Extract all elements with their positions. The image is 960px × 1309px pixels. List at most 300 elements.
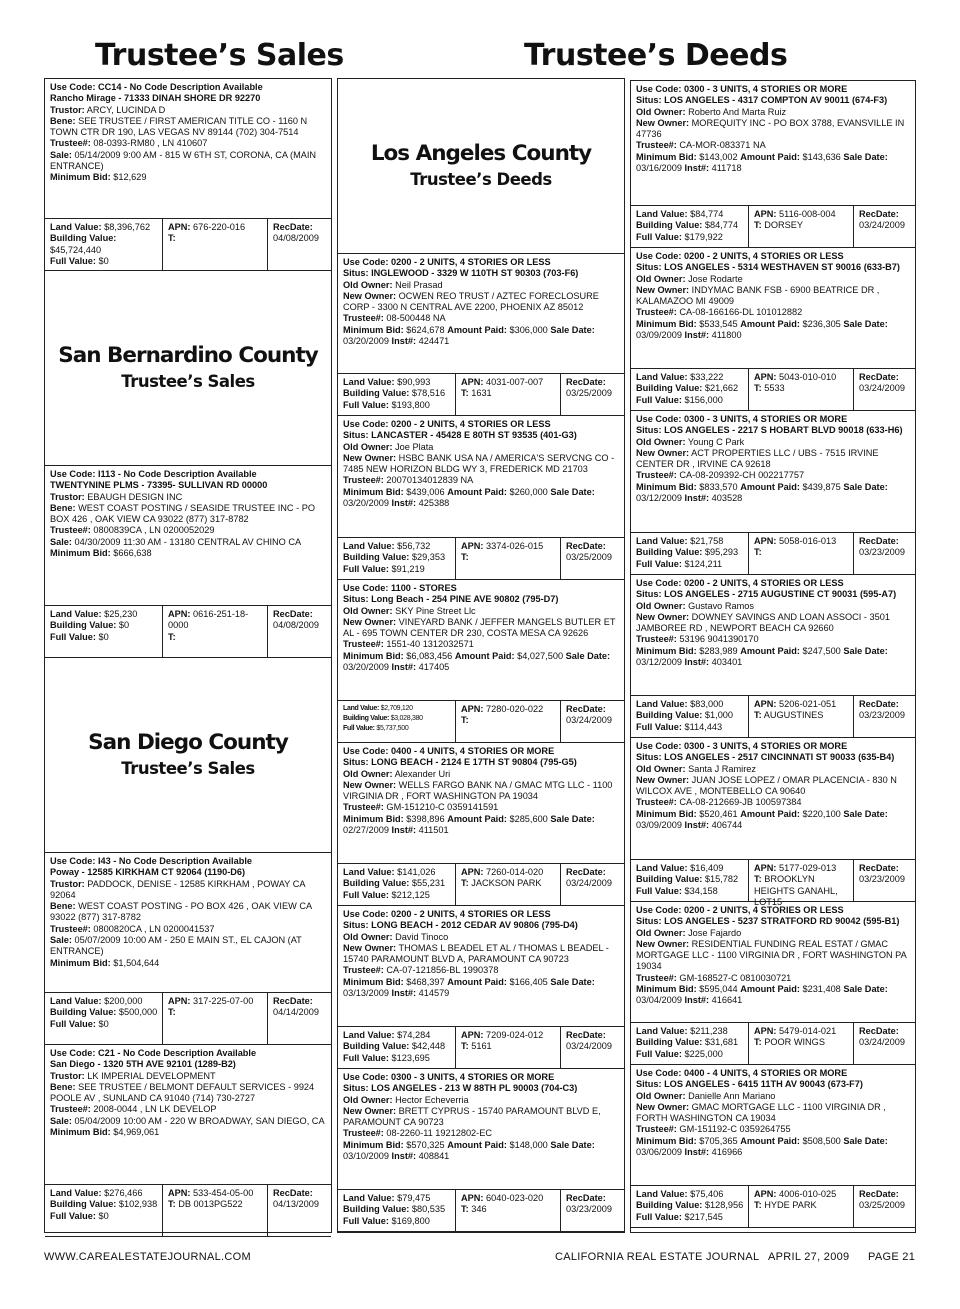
full-value-label: Full Value: bbox=[343, 1215, 389, 1226]
sale-date-label: Sale Date: bbox=[843, 645, 888, 656]
listing-line bbox=[50, 525, 326, 536]
recdate-label: RecDate: bbox=[859, 536, 899, 546]
building-value: $42,448 bbox=[411, 1041, 446, 1052]
listing-line bbox=[343, 453, 619, 476]
listing-line bbox=[50, 1059, 326, 1070]
situs: Situs: LOS ANGELES - 5237 STRATFORD RD 90042 (595-B1) bbox=[636, 916, 900, 927]
listing-line bbox=[636, 764, 910, 775]
use-code: Use Code: 0200 - 2 UNITS, 4 STORIES OR LESS bbox=[343, 909, 551, 919]
listing-line bbox=[636, 251, 910, 262]
values-row bbox=[45, 1185, 331, 1237]
building-value-label: Building Value: bbox=[636, 547, 703, 558]
amount-paid-label: Amount Paid: bbox=[740, 318, 800, 329]
values-cell bbox=[45, 606, 163, 657]
apn: 3374-026-015 bbox=[486, 541, 544, 551]
minimum-bid: $595,044 bbox=[699, 984, 738, 995]
apn-label: APN: bbox=[168, 1188, 191, 1198]
listing-line bbox=[343, 977, 619, 1000]
building-value: $3,028,380 bbox=[390, 715, 423, 722]
new-owner: ACT PROPERTIES LLC / UBS - 7515 IRVINE CENTER DR , IRVINE CA 92618 bbox=[636, 447, 879, 470]
land-value: $8,396,762 bbox=[104, 222, 151, 232]
land-value-label: Land Value: bbox=[636, 699, 688, 709]
land-value: $79,475 bbox=[397, 1193, 431, 1203]
t-value: 1631 bbox=[471, 388, 492, 399]
trustee-number: GM-151192-C 0359264755 bbox=[679, 1124, 791, 1135]
sale-date: 03/12/2009 bbox=[636, 657, 682, 668]
apn-label: APN: bbox=[168, 222, 191, 232]
apn-label: APN: bbox=[461, 377, 484, 387]
listing-line bbox=[636, 797, 910, 808]
sale-date: 03/20/2009 bbox=[343, 662, 389, 673]
sale-info: 05/07/2009 10:00 AM - 250 E MAIN ST., EL CAJON (AT ENTRANCE) bbox=[50, 935, 302, 957]
listing-line bbox=[343, 257, 619, 268]
inst-number: 408841 bbox=[418, 1151, 450, 1162]
old-owner-label: Old Owner: bbox=[343, 931, 393, 942]
situs: Situs: LOS ANGELES - 2517 CINCINNATI ST 90033 (635-B4) bbox=[636, 752, 895, 763]
recdate-cell bbox=[854, 860, 915, 901]
full-value-label: Full Value: bbox=[343, 563, 389, 574]
inst-label: Inst#: bbox=[684, 995, 710, 1006]
listing-line bbox=[636, 140, 910, 151]
deed-listing bbox=[631, 738, 915, 860]
trustee-label: Trustee#: bbox=[343, 965, 384, 976]
listing-line bbox=[50, 856, 326, 867]
recdate-label: RecDate: bbox=[273, 1188, 313, 1198]
sale-info: 05/14/2009 9:00 AM - 815 W 6TH ST, CORONA, CA (MAIN ENTRANCE) bbox=[50, 149, 317, 172]
full-value-label: Full Value: bbox=[636, 1048, 682, 1059]
listing-line bbox=[636, 1091, 910, 1102]
building-value-label: Building Value: bbox=[50, 233, 117, 244]
trustee-number: GM-168527-C 0810030721 bbox=[679, 972, 792, 983]
amount-paid: $260,000 bbox=[509, 486, 548, 497]
new-owner: MOREQUITY INC - PO BOX 3788, EVANSVILLE IN 47736 bbox=[636, 117, 905, 140]
amount-paid-label: Amount Paid: bbox=[447, 1139, 507, 1150]
deed-listing bbox=[631, 1065, 915, 1186]
minimum-bid: $533,545 bbox=[699, 318, 738, 329]
apn-cell bbox=[456, 1027, 561, 1068]
trustee-label: Trustee#: bbox=[636, 140, 677, 151]
inst-number: 403528 bbox=[711, 493, 743, 504]
land-value-label: Land Value: bbox=[636, 863, 688, 873]
apn: 676-220-016 bbox=[193, 222, 246, 232]
listing-line bbox=[50, 1071, 326, 1082]
trustee-label: Trustee#: bbox=[50, 1104, 91, 1115]
t-value: 5533 bbox=[764, 383, 785, 394]
minimum-bid-label: Minimum Bid: bbox=[636, 151, 697, 162]
apn: 5058-016-013 bbox=[779, 536, 837, 546]
use-code: Use Code: C21 - No Code Description Available bbox=[50, 1048, 257, 1058]
listing-line bbox=[343, 746, 619, 757]
sale-info: 05/04/2009 10:00 AM - 220 W BROADWAY, SAN DIEGO, CA bbox=[74, 1115, 325, 1126]
full-value: $193,800 bbox=[391, 399, 430, 410]
amount-paid-label: Amount Paid: bbox=[454, 650, 515, 661]
minimum-bid-label: Minimum Bid: bbox=[636, 481, 697, 492]
apn: 7280-020-022 bbox=[486, 704, 544, 714]
recdate: 03/23/2009 bbox=[859, 874, 905, 885]
amount-paid: $236,305 bbox=[802, 318, 841, 329]
t-value-label: T: bbox=[461, 388, 469, 399]
amount-paid: $4,027,500 bbox=[517, 650, 564, 661]
new-owner: INDYMAC BANK FSB - 6900 BEATRICE DR , KALAMAZOO MI 49009 bbox=[636, 284, 880, 307]
t-value-label: T: bbox=[754, 547, 762, 558]
sale-date: 03/13/2009 bbox=[343, 988, 389, 999]
new-owner-label: New Owner: bbox=[343, 290, 397, 301]
t-value: DORSEY bbox=[764, 220, 804, 231]
listing-line bbox=[343, 943, 619, 966]
trustee-number: CA-MOR-083371 NA bbox=[679, 140, 766, 151]
values-row bbox=[338, 864, 624, 906]
building-value: $102,938 bbox=[118, 1199, 158, 1210]
recdate: 03/24/2009 bbox=[566, 1041, 612, 1052]
sale-date: 03/20/2009 bbox=[343, 498, 389, 509]
minimum-bid: $1,504,644 bbox=[113, 957, 160, 968]
inst-label: Inst#: bbox=[391, 662, 417, 673]
inst-number: 416641 bbox=[711, 995, 743, 1006]
land-value-label: Land Value: bbox=[636, 1189, 688, 1199]
sale-date-label: Sale Date: bbox=[550, 324, 595, 335]
building-value-label: Building Value: bbox=[343, 878, 410, 889]
values-row bbox=[631, 206, 915, 248]
minimum-bid-label: Minimum Bid: bbox=[343, 486, 404, 497]
building-value: $1,000 bbox=[704, 710, 734, 721]
recdate-label: RecDate: bbox=[859, 1189, 899, 1199]
deed-listing bbox=[631, 411, 915, 533]
old-owner: Joe Plata bbox=[395, 441, 434, 452]
new-owner-label: New Owner: bbox=[636, 117, 690, 128]
full-value-label: Full Value: bbox=[50, 1210, 96, 1221]
trustee-label: Trustee#: bbox=[343, 802, 384, 813]
full-value: $217,545 bbox=[684, 1211, 723, 1222]
land-value-label: Land Value: bbox=[343, 705, 379, 712]
inst-number: 411718 bbox=[711, 163, 742, 174]
trustee-label: Trustee#: bbox=[636, 972, 677, 983]
deed-listing bbox=[338, 580, 624, 701]
trustee-label: Trustee#: bbox=[343, 313, 384, 324]
trustees-sales-heading: Trustee’s Sales bbox=[95, 38, 344, 73]
listing-line bbox=[636, 973, 910, 984]
trustee-label: Trustee#: bbox=[636, 797, 677, 808]
full-value: $156,000 bbox=[684, 394, 723, 405]
apn: 533-454-05-00 bbox=[193, 1188, 254, 1198]
sale-listing bbox=[45, 79, 331, 219]
listing-line bbox=[343, 291, 619, 314]
listing-line bbox=[636, 107, 910, 118]
situs: Situs: LANCASTER - 45428 E 80TH ST 93535 (401-G3) bbox=[343, 430, 577, 441]
listing-line bbox=[636, 319, 910, 342]
old-owner-label: Old Owner: bbox=[636, 436, 686, 447]
land-value: $211,238 bbox=[690, 1026, 728, 1036]
amount-paid-label: Amount Paid: bbox=[740, 808, 800, 819]
minimum-bid-label: Minimum Bid: bbox=[343, 1139, 404, 1150]
deed-listing bbox=[631, 81, 915, 206]
listing-line bbox=[343, 780, 619, 803]
values-cell bbox=[631, 533, 749, 574]
apn-cell bbox=[456, 374, 561, 415]
recdate: 04/08/2009 bbox=[273, 620, 319, 631]
trustee-number: 2008-0044 , LN LK DEVELOP bbox=[93, 1104, 217, 1115]
listing-line bbox=[636, 274, 910, 285]
building-value: $0 bbox=[118, 620, 130, 631]
land-value-label: Land Value: bbox=[50, 1188, 102, 1198]
listing-line bbox=[636, 1136, 910, 1159]
land-value: $2,709,120 bbox=[380, 705, 413, 712]
apn-label: APN: bbox=[168, 996, 191, 1006]
use-code: Use Code: 0400 - 4 UNITS, 4 STORIES OR MORE bbox=[343, 746, 555, 756]
listing-line bbox=[343, 651, 619, 674]
listing-line bbox=[343, 430, 619, 441]
deed-listing bbox=[631, 575, 915, 696]
recdate: 03/24/2009 bbox=[859, 220, 905, 231]
listing-line bbox=[50, 1048, 326, 1059]
listing-line bbox=[636, 741, 910, 752]
land-value-label: Land Value: bbox=[343, 377, 395, 387]
trustees-sales-column bbox=[44, 78, 332, 1233]
sale-listing bbox=[45, 1045, 331, 1185]
listing-line bbox=[343, 606, 619, 617]
sale-date-label: Sale Date: bbox=[550, 813, 595, 824]
amount-paid-label: Amount Paid: bbox=[740, 1135, 800, 1146]
apn-label: APN: bbox=[754, 372, 777, 382]
listing-line bbox=[636, 809, 910, 832]
minimum-bid: $624,678 bbox=[406, 324, 445, 335]
apn: 4031-007-007 bbox=[486, 377, 544, 387]
situs: Situs: LOS ANGELES - 213 W 88TH PL 90003 (704-C3) bbox=[343, 1083, 578, 1094]
trustee-label: Trustee#: bbox=[50, 923, 91, 934]
minimum-bid: $520,461 bbox=[699, 808, 738, 819]
full-value: $0 bbox=[98, 631, 109, 642]
minimum-bid: $4,969,061 bbox=[113, 1127, 160, 1138]
old-owner: Roberto And Marta Ruiz bbox=[688, 106, 787, 117]
full-value: $225,000 bbox=[684, 1048, 723, 1059]
land-value-label: Land Value: bbox=[343, 541, 395, 551]
inst-label: Inst#: bbox=[684, 493, 710, 504]
old-owner: Alexander Uri bbox=[394, 768, 451, 779]
listing-line bbox=[636, 775, 910, 798]
recdate-cell bbox=[268, 993, 331, 1044]
apn: 5043-010-010 bbox=[779, 372, 837, 382]
values-cell bbox=[338, 1027, 456, 1068]
apn-label: APN: bbox=[461, 1193, 484, 1203]
situs: Situs: LOS ANGELES - 5314 WESTHAVEN ST 90016 (633-B7) bbox=[636, 262, 900, 273]
full-value: $179,922 bbox=[684, 231, 723, 242]
sale-date: 03/16/2009 bbox=[636, 163, 682, 174]
minimum-bid: $833,570 bbox=[699, 481, 738, 492]
old-owner: Neil Prasad bbox=[395, 279, 443, 290]
full-value-label: Full Value: bbox=[636, 231, 682, 242]
minimum-bid-label: Minimum Bid: bbox=[50, 172, 111, 183]
listing-line bbox=[343, 325, 619, 348]
recdate-label: RecDate: bbox=[566, 541, 606, 551]
use-code: Use Code: 0300 - 3 UNITS, 4 STORIES OR MORE bbox=[636, 741, 848, 751]
minimum-bid: $439,006 bbox=[406, 486, 445, 497]
sale-date: 03/06/2009 bbox=[636, 1147, 682, 1158]
listing-line bbox=[636, 578, 910, 589]
sale-label: Sale: bbox=[50, 149, 72, 160]
deed-listing bbox=[338, 743, 624, 864]
apn-cell bbox=[456, 864, 561, 905]
use-code: Use Code: 0300 - 3 UNITS, 4 STORIES OR MORE bbox=[343, 1072, 555, 1082]
amount-paid-label: Amount Paid: bbox=[740, 984, 800, 995]
new-owner: OCWEN REO TRUST / AZTEC FORECLOSURE CORP - 3300 N CENTRAL AVE 2200, PHOENIX AZ 85012 bbox=[343, 290, 599, 313]
recdate-label: RecDate: bbox=[566, 377, 606, 387]
sale-date: 03/09/2009 bbox=[636, 820, 682, 831]
county-banner bbox=[338, 79, 624, 254]
inst-number: 425388 bbox=[418, 498, 450, 509]
t-value-label: T: bbox=[461, 1204, 469, 1215]
apn-cell bbox=[749, 1023, 854, 1064]
inst-label: Inst#: bbox=[684, 330, 710, 341]
listing-line bbox=[636, 437, 910, 448]
inst-number: 414579 bbox=[418, 988, 450, 999]
bene: SEE TRUSTEE / FIRST AMERICAN TITLE CO - 1160 N TOWN CTR DR 190, LAS VEGAS NV 89144 (702) 304-7514 bbox=[50, 115, 308, 138]
minimum-bid: $143,002 bbox=[699, 151, 738, 162]
use-code: Use Code: CC14 - No Code Description Available bbox=[50, 82, 263, 92]
t-value-label: T: bbox=[168, 1007, 176, 1018]
listing-line bbox=[343, 583, 619, 594]
sale-date-label: Sale Date: bbox=[843, 808, 888, 819]
listing-line bbox=[50, 105, 326, 116]
situs: Situs: LONG BEACH - 2012 CEDAR AV 90806 (795-D4) bbox=[343, 920, 578, 931]
t-value: 346 bbox=[471, 1204, 487, 1215]
listing-line bbox=[636, 928, 910, 939]
inst-number: 424471 bbox=[418, 336, 450, 347]
trustees-deeds-heading: Trustee’s Deeds bbox=[524, 38, 788, 73]
minimum-bid: $6,083,456 bbox=[406, 650, 453, 661]
trustee-label: Trustee#: bbox=[636, 634, 677, 645]
listing-line bbox=[343, 419, 619, 430]
values-row bbox=[338, 374, 624, 416]
building-value-label: Building Value: bbox=[636, 1200, 703, 1211]
recdate: 03/23/2009 bbox=[859, 547, 905, 558]
listing-line bbox=[50, 503, 326, 526]
sale-date: 03/10/2009 bbox=[343, 1151, 389, 1162]
trustee-number: GM-151210-C 0359141591 bbox=[386, 802, 499, 813]
recdate-label: RecDate: bbox=[566, 1193, 606, 1203]
minimum-bid-label: Minimum Bid: bbox=[636, 984, 697, 995]
new-owner: RESIDENTIAL FUNDING REAL ESTAT / GMAC MORTGAGE LLC - 1100 VIRGINIA DR , FORT WASHINGTON PA 19034 bbox=[636, 938, 907, 972]
building-value-label: Building Value: bbox=[50, 1007, 117, 1018]
listing-line bbox=[636, 634, 910, 645]
inst-label: Inst#: bbox=[684, 657, 710, 668]
building-value: $78,516 bbox=[411, 388, 446, 399]
trustor-label: Trustor: bbox=[50, 1070, 85, 1081]
full-value-label: Full Value: bbox=[636, 721, 682, 732]
t-value-label: T: bbox=[168, 631, 176, 642]
listing-line bbox=[636, 482, 910, 505]
use-code: Use Code: 0400 - 4 UNITS, 4 STORIES OR MORE bbox=[636, 1068, 848, 1078]
land-value: $75,406 bbox=[690, 1189, 724, 1199]
listing-line bbox=[343, 313, 619, 324]
apn: 7209-024-012 bbox=[486, 1030, 544, 1040]
t-value-label: T: bbox=[754, 383, 762, 394]
sale-date-label: Sale Date: bbox=[843, 984, 888, 995]
t-value: JACKSON PARK bbox=[471, 878, 542, 889]
t-value-label: T: bbox=[754, 874, 762, 885]
t-value-label: T: bbox=[754, 1200, 762, 1211]
apn: 4006-010-025 bbox=[779, 1189, 837, 1199]
new-owner-label: New Owner: bbox=[343, 942, 397, 953]
website-footer: WWW.CAREALESTATEJOURNAL.COM bbox=[44, 1251, 251, 1263]
deed-listing bbox=[338, 906, 624, 1027]
old-owner-label: Old Owner: bbox=[343, 441, 393, 452]
use-code: Use Code: 0300 - 3 UNITS, 4 STORIES OR MORE bbox=[636, 414, 848, 424]
land-value: $276,466 bbox=[104, 1188, 143, 1198]
minimum-bid: $468,397 bbox=[406, 976, 445, 987]
full-value: $0 bbox=[98, 255, 109, 266]
listing-line bbox=[343, 1072, 619, 1083]
building-value-label: Building Value: bbox=[50, 620, 117, 631]
apn-label: APN: bbox=[168, 609, 191, 619]
listing-line bbox=[50, 924, 326, 935]
trustee-number: CA-08-212669-JB 100597384 bbox=[679, 797, 802, 808]
trustor-label: Trustor: bbox=[50, 104, 85, 115]
county-subtitle: Trustee’s Sales bbox=[121, 372, 255, 391]
apn: 6040-023-020 bbox=[486, 1193, 544, 1203]
sale-date-label: Sale Date: bbox=[843, 318, 888, 329]
recdate-cell bbox=[854, 696, 915, 737]
recdate-label: RecDate: bbox=[859, 699, 899, 709]
building-value: $15,782 bbox=[704, 874, 739, 885]
minimum-bid: $666,638 bbox=[113, 548, 152, 559]
old-owner-label: Old Owner: bbox=[636, 927, 686, 938]
old-owner: SKY Pine Street Llc bbox=[395, 605, 476, 616]
minimum-bid-label: Minimum Bid: bbox=[343, 813, 404, 824]
minimum-bid-label: Minimum Bid: bbox=[50, 1127, 111, 1138]
listing-line bbox=[50, 172, 326, 183]
inst-label: Inst#: bbox=[684, 163, 710, 174]
building-value: $80,535 bbox=[411, 1204, 446, 1215]
new-owner-label: New Owner: bbox=[343, 452, 397, 463]
values-row bbox=[631, 1186, 915, 1228]
minimum-bid: $283,989 bbox=[699, 645, 738, 656]
trustee-number: 0800839CA , LN 0200052029 bbox=[93, 525, 215, 536]
old-owner: Danielle Ann Mariano bbox=[688, 1090, 776, 1101]
land-value-label: Land Value: bbox=[636, 372, 688, 382]
inst-label: Inst#: bbox=[391, 1151, 417, 1162]
full-value-label: Full Value: bbox=[50, 255, 96, 266]
amount-paid-label: Amount Paid: bbox=[740, 481, 800, 492]
old-owner-label: Old Owner: bbox=[343, 279, 393, 290]
apn-cell bbox=[163, 606, 268, 657]
values-cell bbox=[45, 1185, 163, 1236]
page-number-footer: PAGE 21 bbox=[868, 1251, 916, 1263]
amount-paid-label: Amount Paid: bbox=[447, 976, 507, 987]
minimum-bid-label: Minimum Bid: bbox=[343, 976, 404, 987]
values-cell bbox=[338, 864, 456, 905]
inst-number: 403401 bbox=[711, 657, 743, 668]
listing-line bbox=[50, 138, 326, 149]
listing-line bbox=[343, 769, 619, 780]
values-row bbox=[338, 538, 624, 580]
listing-line bbox=[343, 1083, 619, 1094]
recdate-label: RecDate: bbox=[566, 704, 606, 714]
trustee-label: Trustee#: bbox=[343, 475, 384, 486]
land-value-label: Land Value: bbox=[636, 1026, 688, 1036]
trustee-number: 1551-40 1312032571 bbox=[386, 639, 474, 650]
listing-line bbox=[50, 1116, 326, 1127]
trustee-number: 08-2260-11 19212802-EC bbox=[386, 1128, 492, 1139]
values-cell bbox=[631, 860, 749, 901]
recdate-cell bbox=[561, 864, 624, 905]
values-cell bbox=[631, 696, 749, 737]
inst-number: 416966 bbox=[711, 1147, 743, 1158]
new-owner-label: New Owner: bbox=[343, 779, 397, 790]
recdate-cell bbox=[854, 1186, 915, 1227]
inst-label: Inst#: bbox=[684, 820, 710, 831]
t-value-label: T: bbox=[754, 710, 762, 721]
full-value-label: Full Value: bbox=[50, 631, 96, 642]
deed-listing bbox=[338, 416, 624, 538]
